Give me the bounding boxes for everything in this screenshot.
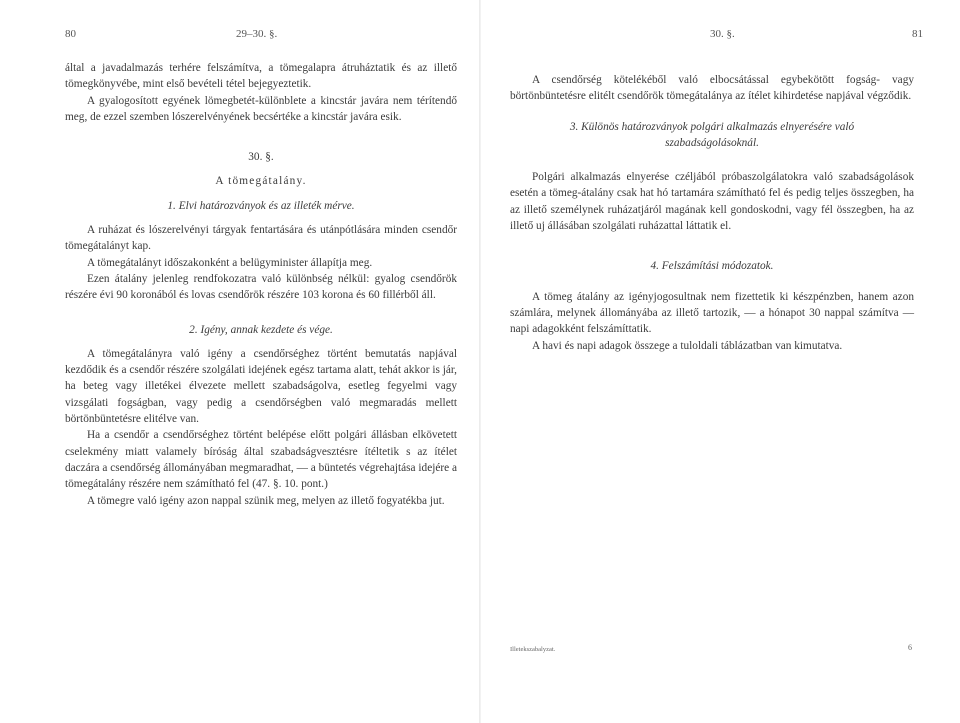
paragraph: A havi és napi adagok összege a tuloldali táblázatban van kimutatva. [532,339,843,352]
page-number: 81 [912,28,923,40]
section-number: 30. §. [248,151,274,164]
paragraph: A csendőrség kötelékéből való elbocsátással egybekötött fogság- vagy börtönbüntetésre elitélt csendőrök tömegátalánya az ítélet kihirdetése napjával végződik. [510,74,914,103]
right-page [480,0,960,723]
subsection-title: 4. Felszámítási módozatok. [650,260,774,273]
right-column [510,72,914,354]
subsection-title: 2. Igény, annak kezdete és vége. [189,323,333,336]
left-column [65,60,457,509]
section-title: A tömegátalány. [215,175,307,188]
page-number: 80 [65,28,76,40]
running-head: 30. §. [710,28,735,40]
running-head: 29–30. §. [236,28,278,40]
paragraph: A ruházat és lószerelvényi tárgyak fentartására és utánpótlására minden csendőr tömegátalányt kap. [65,224,457,253]
paragraph: Polgári alkalmazás elnyerése czéljából próbaszolgálatokra való szabadságolások esetén a tömeg-átalány csak hat hó tartamára számítható fel és pedig teljes összegben, ha az illető személynek ruházatjáról magának kell gondoskodni, vagy fél összegben, ha az illető uj állásában szolgálati ruházattal láttatik el. [510,171,914,233]
paragraph: A tömeg átalány az igényjogosultnak nem fizettetik ki készpénzben, hanem azon számlára, melynek állományába az illető tartozik, — a hónapot 30 nappal számítva — napi adagokként felszámíttatik. [510,290,914,336]
paragraph: A tömegre való igény azon nappal szünik meg, melyen az illető fogyatékba jut. [87,494,445,507]
subsection-title: 1. Elvi határozványok és az illeték mérve. [167,199,355,212]
paragraph: A gyalogosított egyének lömegbetét-különblete a kincstár javára nem térítendő meg, de ezzel szemben lószerelvényének becsértéke a kincstár javára esik. [65,94,457,123]
paragraph: Ezen átalány jelenleg rendfokozatra való különbség nélkül: gyalog csendőrök részére évi 90 koronából és lovas csendőrök részére 103 korona és 60 fillérből áll. [65,272,457,302]
paragraph: által a javadalmazás terhére felszámítva, a tömegalapra átruháztatik és az illető tömegkönyvébe, mint első bevételi tétel bejegyeztetik. [65,62,457,91]
footer-signature: Illetekszabalyzat. [510,646,556,653]
paragraph: A tömegátalányra való igény a csendőrséghez történt bemutatás napjával kezdődik és a csendőr részére szolgálati idejének egész tartama alatt, tehát akkor is jár, ha beteg vagy illetékei élvezete mellett szabadságolva, esetleg fegyelmi vagy vizsgálati fogságban, vagy pedig a csendőrségben való megmaradás mellett börtönbüntetésre elitélve van. [65,347,457,426]
paragraph: Ha a csendőr a csendőrséghez történt belépése előtt polgári állásban elkövetett cselekmény miatt valamely bíróság által szabadságvesztésre ítéltetik s az ítélet daczára a csendőrség állományában megmaradhat, — a büntetés végrehajtása idejére a tömegátalány részére nem számítható fel (47. §. 10. pont.) [65,429,457,491]
subsection-title: 3. Különös határozványok polgári alkalmazás elnyerésére való szabadságolásoknál. [569,120,855,149]
paragraph: A tömegátalányt időszakonként a belügyminister állapítja meg. [87,256,373,269]
signature-mark: 6 [908,643,912,652]
